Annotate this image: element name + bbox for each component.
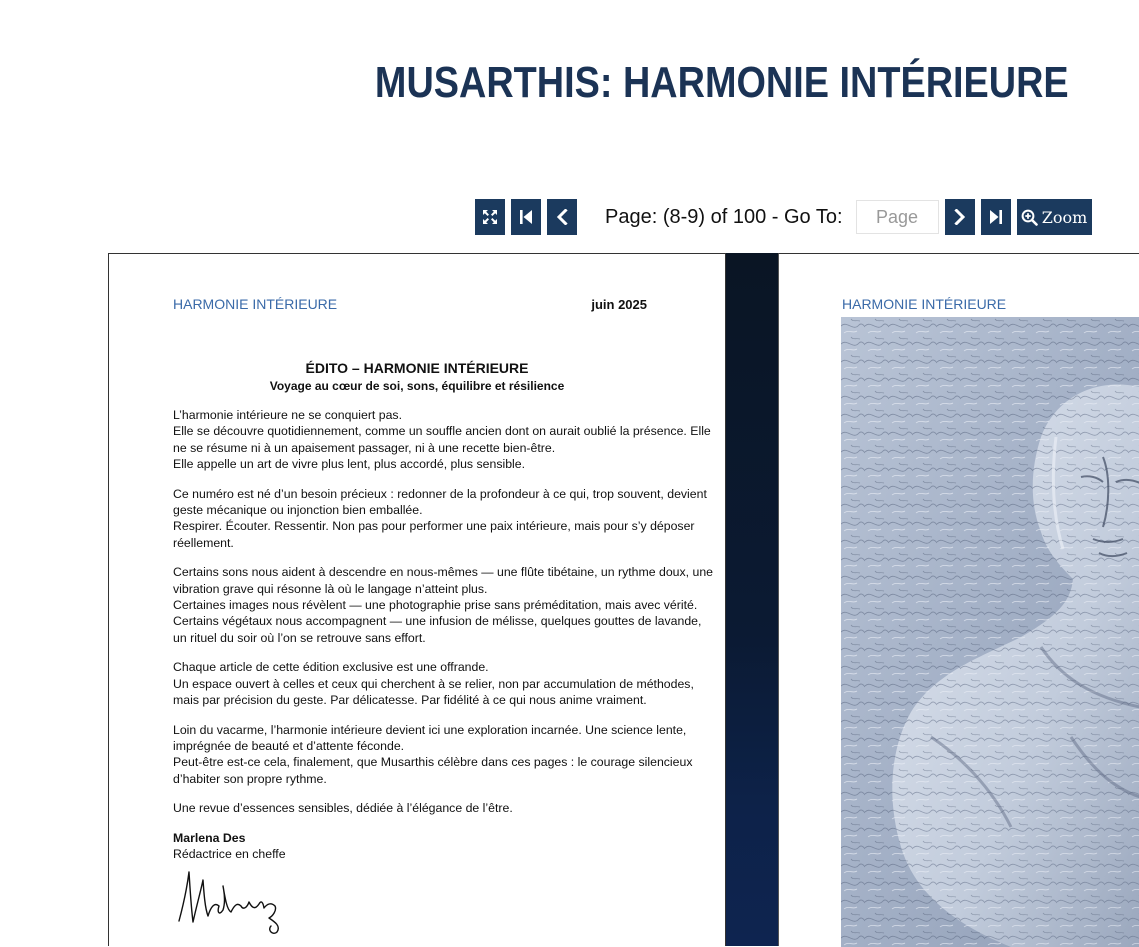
left-page[interactable]	[108, 253, 726, 946]
flipbook-spread	[108, 253, 1139, 946]
edito-paragraph: L’harmonie intérieure ne se conquiert pas. Elle se découvre quotidiennement, comme un souffle ancien dont on aurait oublié la présence. Elle ne se résume ni à un apaisement passager, ni à une recette bien-être. Elle appelle un art de vivre plus lent, plus accordé, plus sensible.	[173, 408, 711, 472]
flipbook-toolbar	[475, 199, 1092, 235]
zoom-in-icon	[1021, 209, 1038, 226]
edito-subtitle: Voyage au cœur de soi, sons, équilibre et résilience	[269, 379, 565, 393]
right-page[interactable]	[778, 253, 1139, 946]
last-page-icon	[989, 209, 1003, 225]
edito-paragraph: Loin du vacarme, l’harmonie intérieure devient ici une exploration incarnée. Une science lente, imprégnée de beauté et d’attente féconde. Peut-être est-ce cela, finalement, que Musarthis célèbre dans ces pages : le courage silencieux d’habiter son propre rythme.	[173, 722, 693, 786]
edito-paragraph: Certains sons nous aident à descendre en nous-mêmes — une flûte tibétaine, un rythme doux, une vibration grave qui résonne là où le langage n’atteint plus. Certaines images nous révèlent — une photographie prise sans préméditation, mais avec vérité. Certains végétaux nous accompagnent — une infusion de mélisse, quelques gouttes de lavande, un rituel du soir où l’on se retrouve sans effort.	[173, 565, 714, 645]
first-page-button[interactable]	[511, 199, 541, 235]
signer-name: Marlena Des	[173, 830, 246, 845]
edito-title: ÉDITO – HARMONIE INTÉRIEURE	[305, 360, 529, 376]
goto-page-input[interactable]	[856, 200, 939, 234]
sculpture-image	[841, 317, 1139, 947]
zoom-button[interactable]	[1017, 199, 1092, 235]
edito-body	[173, 407, 718, 862]
page-gutter	[726, 253, 778, 946]
fullscreen-button[interactable]	[475, 199, 505, 235]
prev-page-button[interactable]	[547, 199, 577, 235]
edito-paragraph: Une revue d’essences sensibles, dédiée à l’élégance de l’être.	[173, 801, 513, 816]
handwritten-signature	[173, 866, 293, 936]
right-page-header: HARMONIE INTÉRIEURE	[842, 296, 1007, 312]
prev-page-icon	[556, 209, 568, 225]
page-info: Page: (8-9) of 100 - Go To:	[605, 205, 843, 228]
left-page-header: HARMONIE INTÉRIEURE	[173, 296, 338, 312]
edito-paragraph: Chaque article de cette édition exclusive est une offrande. Un espace ouvert à celles et ceux qui cherchent à se relier, non par accumulation de méthodes, mais par précision du geste. Par délicatesse. Par fidélité à ce qui nous anime vraiment.	[173, 660, 694, 708]
page-title: MUSARTHIS: HARMONIE INTÉRIEURE	[375, 58, 1069, 107]
fullscreen-icon	[481, 208, 499, 226]
zoom-label: Zoom	[1041, 207, 1088, 227]
sculpture-illustration	[841, 317, 1139, 947]
next-page-icon	[954, 209, 966, 225]
first-page-icon	[519, 209, 533, 225]
next-page-button[interactable]	[945, 199, 975, 235]
issue-date: juin 2025	[591, 297, 647, 312]
signer-role: Rédactrice en cheffe	[173, 846, 286, 861]
edito-paragraph: Ce numéro est né d’un besoin précieux : redonner de la profondeur à ce qui, trop souvent, devient geste mécanique ou injonction bien emballée. Respirer. Écouter. Ressentir. Non pas pour performer une paix intérieure, mais pour s’y déposer réellement.	[173, 486, 707, 550]
last-page-button[interactable]	[981, 199, 1011, 235]
